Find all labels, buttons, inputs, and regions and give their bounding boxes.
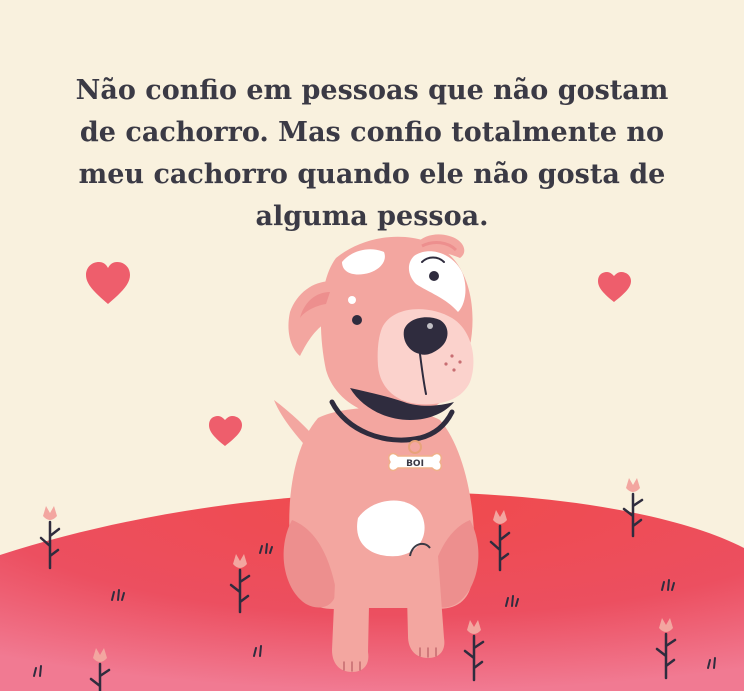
heart-icon xyxy=(86,262,130,304)
quote-line-3: meu cachorro quando ele não gosta de xyxy=(78,159,666,190)
left-eye xyxy=(352,315,362,325)
heart-icon xyxy=(209,416,242,446)
heart-icon xyxy=(598,272,631,302)
quote-line-1: Não confio em pessoas que não gostam xyxy=(75,75,669,106)
right-eye xyxy=(429,271,439,281)
quote-line-2: de cachorro. Mas confio totalmente no xyxy=(79,117,665,148)
quote-line-4: alguma pessoa. xyxy=(255,201,489,232)
tag-name: BOI xyxy=(406,459,424,469)
